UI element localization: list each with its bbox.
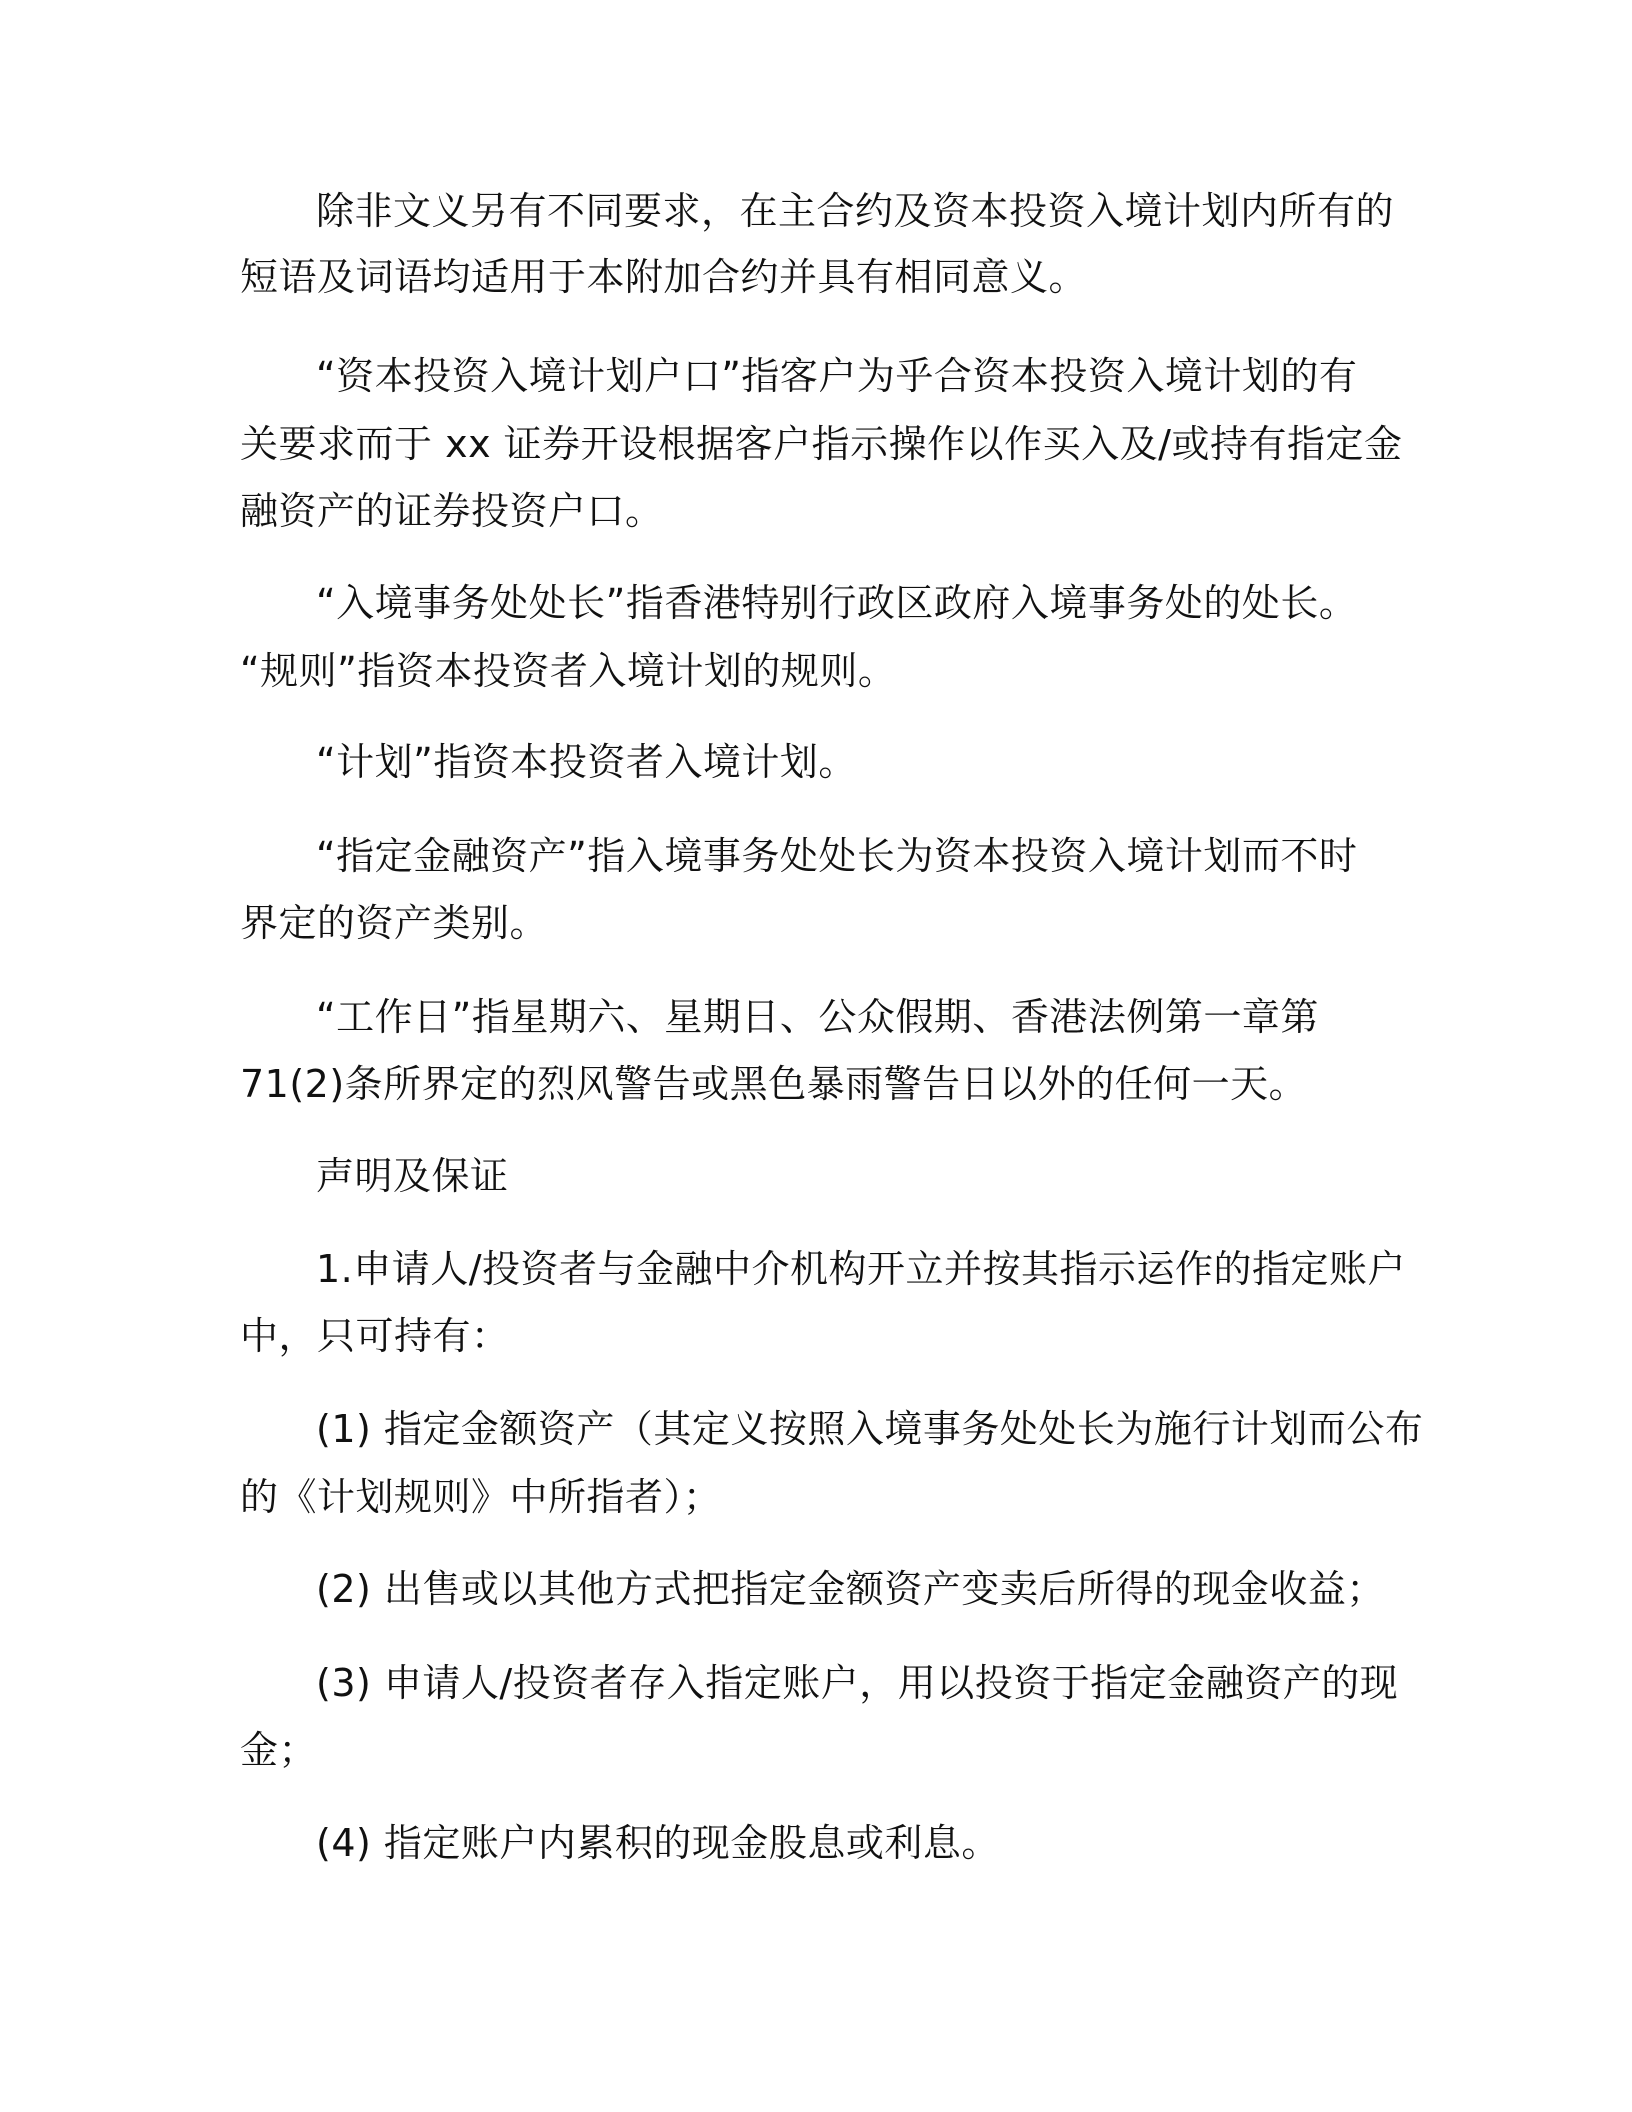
definition-rules-line: “规则”指资本投资者入境计划的规则。 xyxy=(240,649,897,693)
definition-working-day-line-1: “工作日”指星期六、星期日、公众假期、香港法例第一章第 xyxy=(316,995,1319,1039)
item-1-line-2: 的《计划规则》中所指者）； xyxy=(240,1475,722,1519)
definition-financial-assets-line-1: “指定金融资产”指入境事务处处长为资本投资入境计划而不时 xyxy=(316,834,1358,878)
item-3-line-1: (3) 申请人/投资者存入指定账户，用以投资于指定金融资产的现 xyxy=(316,1661,1399,1705)
item-1-line-1: (1) 指定金额资产（其定义按照入境事务处处长为施行计划而公布 xyxy=(316,1407,1424,1451)
definition-scheme-line: “计划”指资本投资者入境计划。 xyxy=(316,740,857,784)
definition-account-line-1: “资本投资入境计划户口”指客户为乎合资本投资入境计划的有 xyxy=(316,354,1358,398)
paragraph-definitions-intro-line-2: 短语及词语均适用于本附加合约并具有相同意义。 xyxy=(240,255,1088,299)
definition-financial-assets-line-2: 界定的资产类别。 xyxy=(240,901,549,945)
definition-account-line-3: 融资产的证券投资户口。 xyxy=(240,489,664,533)
clause-1-line-1: 1.申请人/投资者与金融中介机构开立并按其指示运作的指定账户 xyxy=(316,1247,1407,1291)
item-3-line-2: 金； xyxy=(240,1728,318,1772)
definition-working-day-line-2: 71(2)条所界定的烈风警告或黑色暴雨警告日以外的任何一天。 xyxy=(240,1062,1308,1106)
paragraph-definitions-intro-line-1: 除非文义另有不同要求，在主合约及资本投资入境计划内所有的 xyxy=(316,189,1395,233)
definition-director-line: “入境事务处处长”指香港特别行政区政府入境事务处的处长。 xyxy=(316,581,1358,625)
item-4-line: (4) 指定账户内累积的现金股息或利息。 xyxy=(316,1821,1000,1865)
item-2-line: (2) 出售或以其他方式把指定金额资产变卖后所得的现金收益； xyxy=(316,1567,1385,1611)
definition-account-line-2: 关要求而于 xx 证券开设根据客户指示操作以作买入及/或持有指定金 xyxy=(240,422,1403,466)
section-heading-representations: 声明及保证 xyxy=(316,1154,509,1198)
clause-1-line-2: 中，只可持有： xyxy=(240,1314,510,1358)
